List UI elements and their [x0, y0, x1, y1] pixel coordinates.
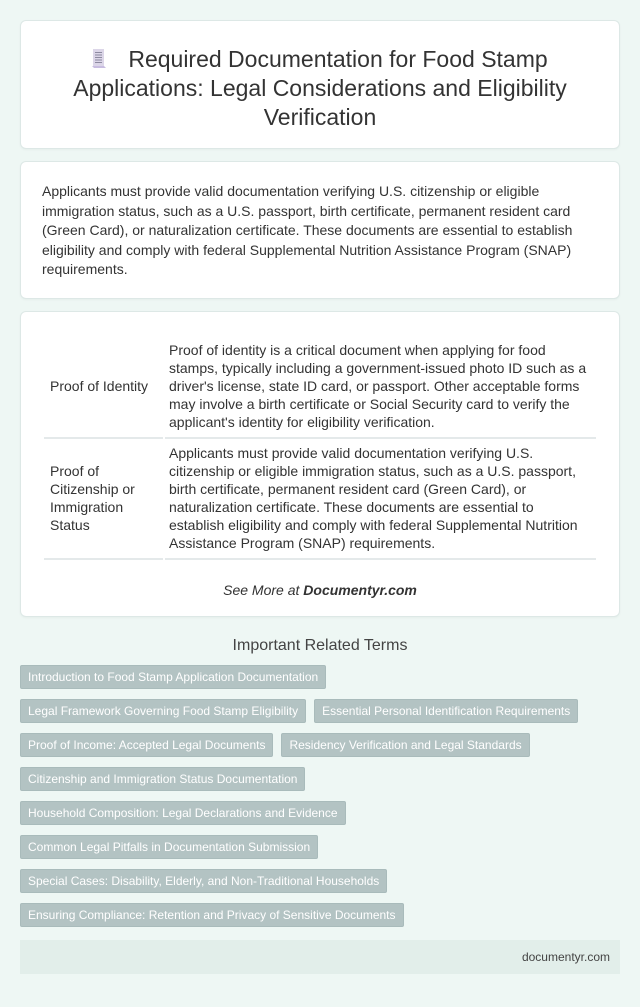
footer — [20, 940, 620, 974]
row-description: Proof of identity is a critical document when applying for food stamps, typically including a government-issued photo ID such as a driver's license, state ID card, or passport. Other acceptable forms may involve a birth certificate or Social Security card to verify the applicant's identity for eligibility verification. — [165, 336, 596, 439]
related-term-tag[interactable]: Common Legal Pitfalls in Documentation Submission — [20, 835, 318, 859]
title-card — [20, 20, 620, 149]
related-terms-list — [20, 665, 620, 937]
related-term-tag[interactable]: Essential Personal Identification Requirements — [314, 699, 578, 723]
related-term-tag[interactable]: Citizenship and Immigration Status Documentation — [20, 767, 305, 791]
row-term: Proof of Citizenship or Immigration Status — [44, 439, 163, 560]
document-receipt-icon — [92, 47, 106, 67]
related-term-tag[interactable]: Ensuring Compliance: Retention and Privacy of Sensitive Documents — [20, 903, 404, 927]
related-term-tag[interactable]: Special Cases: Disability, Elderly, and Non-Traditional Households — [20, 869, 387, 893]
summary-card — [20, 161, 620, 299]
related-term-tag[interactable]: Introduction to Food Stamp Application Documentation — [20, 665, 326, 689]
see-more-prefix: See More at — [223, 582, 304, 598]
row-term: Proof of Identity — [44, 336, 163, 439]
page-title-text: Required Documentation for Food Stamp Applications: Legal Considerations and Eligibility Verification — [73, 46, 567, 130]
details-table — [42, 336, 598, 560]
table-row — [44, 439, 596, 560]
row-description: Applicants must provide valid documentation verifying U.S. citizenship or eligible immigration status, such as a U.S. passport, birth certificate, permanent resident card (Green Card), or naturalization certificate. These documents are essential to establish eligibility and comply with federal Supplemental Nutrition Assistance Program (SNAP) requirements. — [165, 439, 596, 560]
see-more — [42, 582, 598, 598]
see-more-link[interactable]: Documentyr.com — [303, 582, 417, 598]
footer-site-link[interactable]: documentyr.com — [521, 950, 610, 964]
table-row — [44, 336, 596, 439]
related-term-tag[interactable]: Residency Verification and Legal Standards — [281, 733, 529, 757]
related-terms-heading: Important Related Terms — [232, 637, 408, 654]
page-title — [51, 45, 589, 132]
related-term-tag[interactable]: Legal Framework Governing Food Stamp Eligibility — [20, 699, 306, 723]
summary-text: Applicants must provide valid documentation verifying U.S. citizenship or eligible immigration status, such as a U.S. passport, birth certificate, permanent resident card (Green Card), or naturalization certificate. These documents are essential to establish eligibility and comply with federal Supplemental Nutrition Assistance Program (SNAP) requirements. — [42, 183, 573, 277]
related-term-tag[interactable]: Household Composition: Legal Declarations and Evidence — [20, 801, 346, 825]
details-card — [20, 311, 620, 617]
related-term-tag[interactable]: Proof of Income: Accepted Legal Documents — [20, 733, 273, 757]
